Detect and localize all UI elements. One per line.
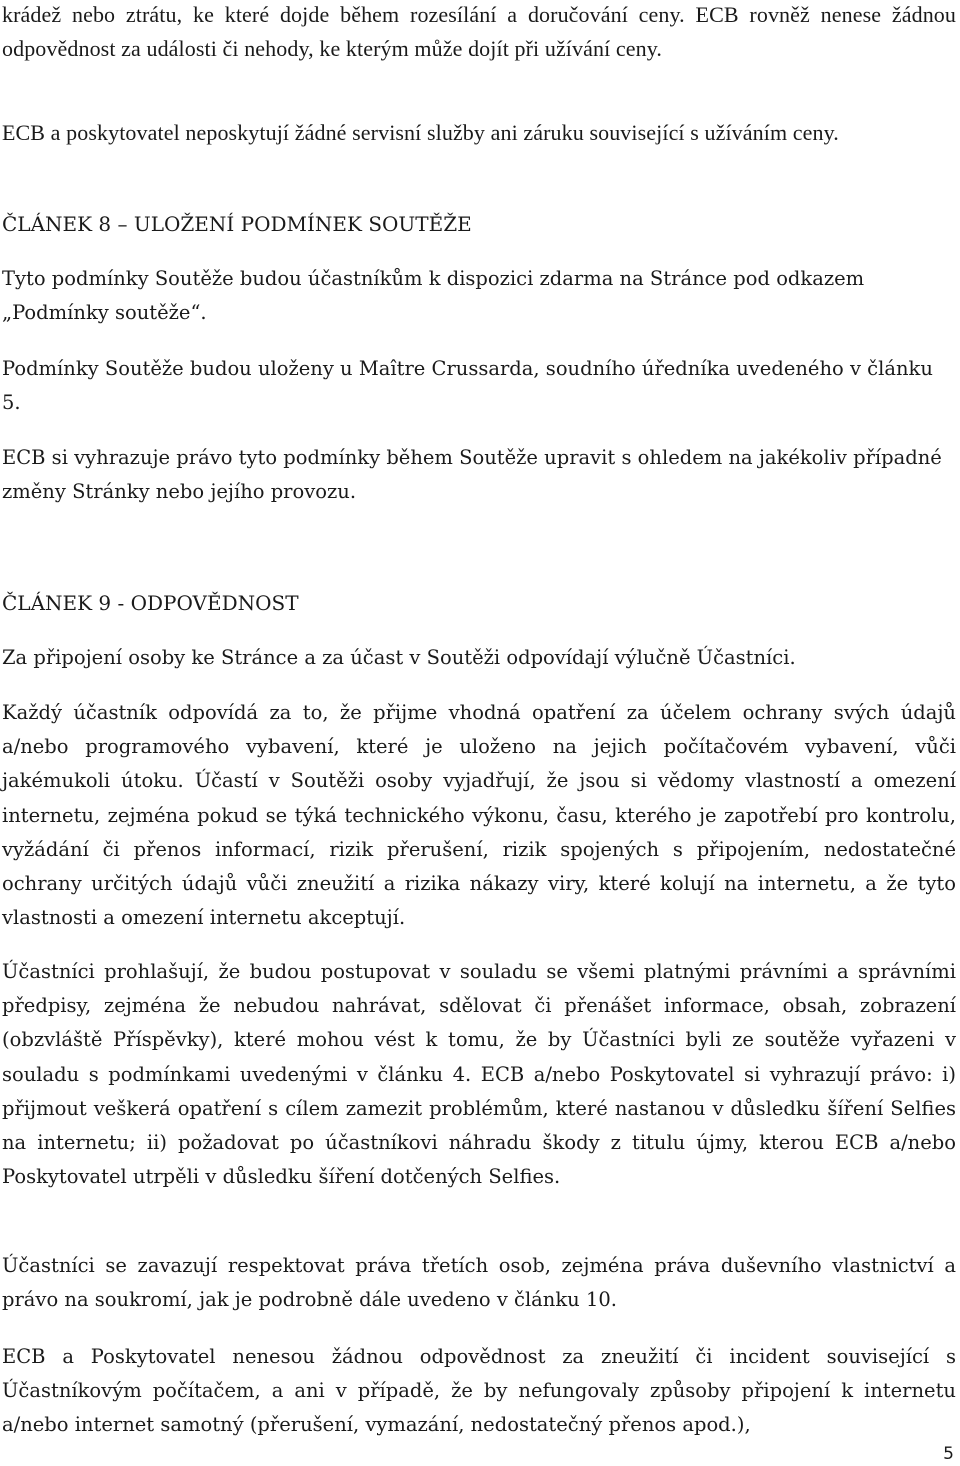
paragraph-text: Podmínky Soutěže budou uloženy u Maître Crussarda, soudního úředníka uvedeného v článku 5.	[2, 357, 933, 415]
paragraph-internet-risks	[2, 696, 956, 935]
paragraph-text: Účastníci prohlašují, že budou postupovat v souladu se všemi platnými právními a správními předpisy, zejména že nebudou nahrávat, sdělovat či přenášet informace, obsah, zobrazení (obzvláště Příspěvky), které mohou vést k tomu, že by Účastníci byli ze soutěže vyřazeni v souladu s podmínkami uvedenými v článku 4. ECB a/nebo Poskytovatel si vyhrazují právo: i) přijmout veškerá opatření s cílem zamezit problémům, které nastanou v důsledku šíření Selfies na internetu; ii) požadovat po účastníkovi náhradu škody z titulu újmy, kterou ECB a/nebo Poskytovatel utrpěli v důsledku šíření dotčených Selfies.	[2, 960, 956, 1189]
paragraph-text: Účastníci se zavazují respektovat práva třetích osob, zejména práva duševního vlastnictví a právo na soukromí, jak je podrobně dále uvedeno v článku 10.	[2, 1254, 956, 1312]
paragraph-terms-available	[2, 262, 956, 330]
paragraph-text: ECB a poskytovatel neposkytují žádné servisní služby ani záruku související s užíváním ceny.	[2, 120, 839, 145]
paragraph-cena-liability	[2, 0, 956, 66]
paragraph-terms-modification	[2, 441, 956, 509]
paragraph-text: Za připojení osoby ke Stránce a za účast v Soutěži odpovídají výlučně Účastníci.	[2, 646, 796, 669]
page-number: 5	[943, 1444, 954, 1464]
paragraph-legal-compliance	[2, 955, 956, 1194]
paragraph-no-liability-computer	[2, 1340, 956, 1443]
paragraph-terms-deposited	[2, 352, 956, 420]
paragraph-text: ECB si vyhrazuje právo tyto podmínky během Soutěže upravit s ohledem na jakékoliv případné změny Stránky nebo jejího provozu.	[2, 446, 942, 504]
heading-text: ČLÁNEK 9 - ODPOVĚDNOST	[2, 591, 299, 615]
paragraph-text: krádež nebo ztrátu, ke které dojde během rozesílání a doručování ceny. ECB rovněž nenese žádnou odpovědnost za události či nehody, ke kterým může dojít při užívání ceny.	[2, 2, 956, 62]
paragraph-no-service	[2, 116, 956, 150]
article-9-heading	[2, 586, 956, 620]
paragraph-participant-responsibility	[2, 641, 956, 675]
heading-text: ČLÁNEK 8 – ULOŽENÍ PODMÍNEK SOUTĚŽE	[2, 212, 472, 236]
paragraph-third-party-rights	[2, 1249, 956, 1317]
article-8-heading	[2, 207, 956, 241]
paragraph-text: Každý účastník odpovídá za to, že přijme vhodná opatření za účelem ochrany svých údajů a/nebo programového vybavení, které je uloženo na jejich počítačovém vybavení, vůči jakémukoli útoku. Účastí v Soutěži osoby vyjadřují, že jsou si vědomy vlastností a omezení internetu, zejména pokud se týká technického výkonu, času, kterého je zapotřebí pro kontrolu, vyžádání či přenos informací, rizik přerušení, rizik spojených s připojením, nedostatečné ochrany určitých údajů vůči zneužití a rizika nákazy viry, které kolují na internetu, a že tyto vlastnosti a omezení internetu akceptují.	[2, 701, 956, 930]
paragraph-text: ECB a Poskytovatel nenesou žádnou odpovědnost za zneužití či incident související s Účastníkovým počítačem, a ani v případě, že by nefungovaly způsoby připojení k internetu a/nebo internet samotný (přerušení, vymazání, nedostatečný přenos apod.),	[2, 1345, 956, 1437]
paragraph-text: Tyto podmínky Soutěže budou účastníkům k dispozici zdarma na Stránce pod odkazem „Podmínky soutěže“.	[2, 267, 865, 325]
